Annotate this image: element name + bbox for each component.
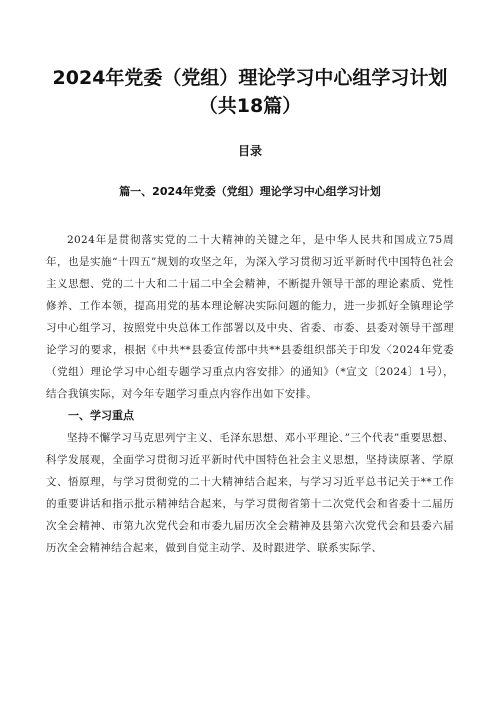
chapter-title: 篇一、2024年党委（党组）理论学习中心组学习计划 (119, 185, 381, 198)
document-title: 2024年党委（党组）理论学习中心组学习计划 (52, 67, 448, 89)
document-subtitle-count: （共18篇） (198, 95, 302, 117)
study-focus-paragraph: 坚持不懈学习马克思列宁主义、毛泽东思想、邓小平理论、”三个代表”重要思想、科学发展观，全面学习贯彻习近平新时代中国特色社会主义思想，坚持读原著、学原文、悟原理，与学习贯彻党的二十大精神结合起来，与学习习近平总书记关于**工作的重要讲话和指示批示精神结合起来，与学习贯彻省第十二次党代会和省委十二届历次全会精神、市第九次党代会和市委九届历次全会精神及县第六次党代会和县委六届历次全会精神结合起来，做到自觉主动学、及时跟进学、联系实际学、 (46, 432, 454, 554)
intro-paragraph: 2024年是贯彻落实党的二十大精神的关键之年，是中华人民共和国成立75周年，也是实施“十四五”规划的攻坚之年，为深入学习贯彻习近平新时代中国特色社会主义思想、党的二十大和二十届二中全会精神，不断提升领导干部的理论素质、党性修养、工作本领，提高用党的基本理论解决实际问题的能力，进一步抓好全镇理论学习中心组学习，按照党中央总体工作部署以及中央、省委、市委、县委对领导干部理论学习的要求，根据《中共**县委宣传部中共**县委组织部关于印发〈2024年党委（党组）理论学习中心组专题学习重点内容安排〉的通知》（*宣文〔2024〕1号），结合我镇实际，对今年专题学习重点内容作出如下安排。 (46, 234, 454, 400)
table-of-contents-label: 目录 (237, 144, 262, 158)
section-heading-study-focus: 一、学习重点 (68, 409, 134, 422)
